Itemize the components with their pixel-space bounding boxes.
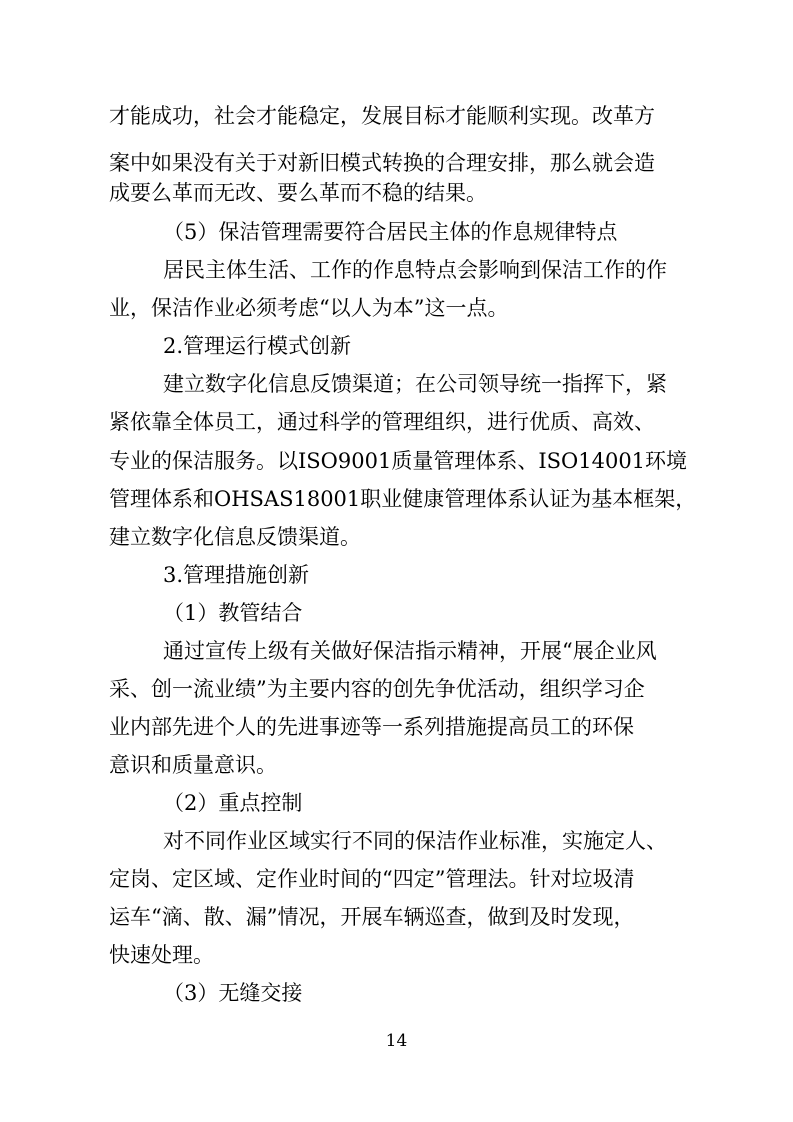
section-heading: 2.管理运行模式创新 [163, 334, 352, 358]
paragraph-line: 建立数字化信息反馈渠道。 [109, 525, 361, 549]
paragraph-line: 通过宣传上级有关做好保洁指示精神，开展“展企业风 [163, 639, 657, 663]
paragraph-line: 管理体系和OHSAS18001职业健康管理体系认证为基本框架， [109, 487, 697, 511]
subsection-heading: （1）教管结合 [163, 601, 303, 625]
subsection-heading: （2）重点控制 [163, 791, 303, 815]
paragraph-line: 采、创一流业绩”为主要内容的创先争优活动，组织学习企 [109, 677, 645, 701]
paragraph-line: 成要么革而无改、要么革而不稳的结果。 [109, 181, 487, 205]
paragraph-line: 意识和质量意识。 [109, 753, 277, 777]
paragraph-line: 业，保洁作业必须考虑“以人为本”这一点。 [109, 296, 509, 320]
paragraph-line: 运车“滴、散、漏”情况，开展车辆巡查，做到及时发现， [109, 905, 635, 929]
paragraph-line: 业内部先进个人的先进事迹等一系列措施提高员工的环保 [109, 715, 634, 739]
paragraph-line: 案中如果没有关于对新旧模式转换的合理安排，那么就会造 [109, 151, 655, 175]
paragraph-line: 建立数字化信息反馈渠道；在公司领导统一指挥下，紧 [163, 372, 667, 396]
section-heading: （5）保洁管理需要符合居民主体的作息规律特点 [163, 220, 618, 244]
paragraph-line: 定岗、定区域、定作业时间的“四定”管理法。针对垃圾清 [109, 867, 635, 891]
paragraph-line: 快速处理。 [109, 943, 214, 967]
page-number: 14 [385, 1031, 408, 1051]
paragraph-line: 才能成功，社会才能稳定，发展目标才能顺利实现。改革方 [109, 104, 655, 128]
paragraph-line: 专业的保洁服务。以ISO9001质量管理体系、ISO14001环境 [109, 449, 688, 473]
paragraph-line: 对不同作业区域实行不同的保洁作业标准，实施定人、 [163, 829, 667, 853]
paragraph-line: 居民主体生活、工作的作息特点会影响到保洁工作的作 [163, 258, 667, 282]
section-heading: 3.管理措施创新 [163, 563, 310, 587]
paragraph-line: 紧依靠全体员工，通过科学的管理组织，进行优质、高效、 [109, 410, 655, 434]
subsection-heading: （3）无缝交接 [163, 981, 303, 1005]
